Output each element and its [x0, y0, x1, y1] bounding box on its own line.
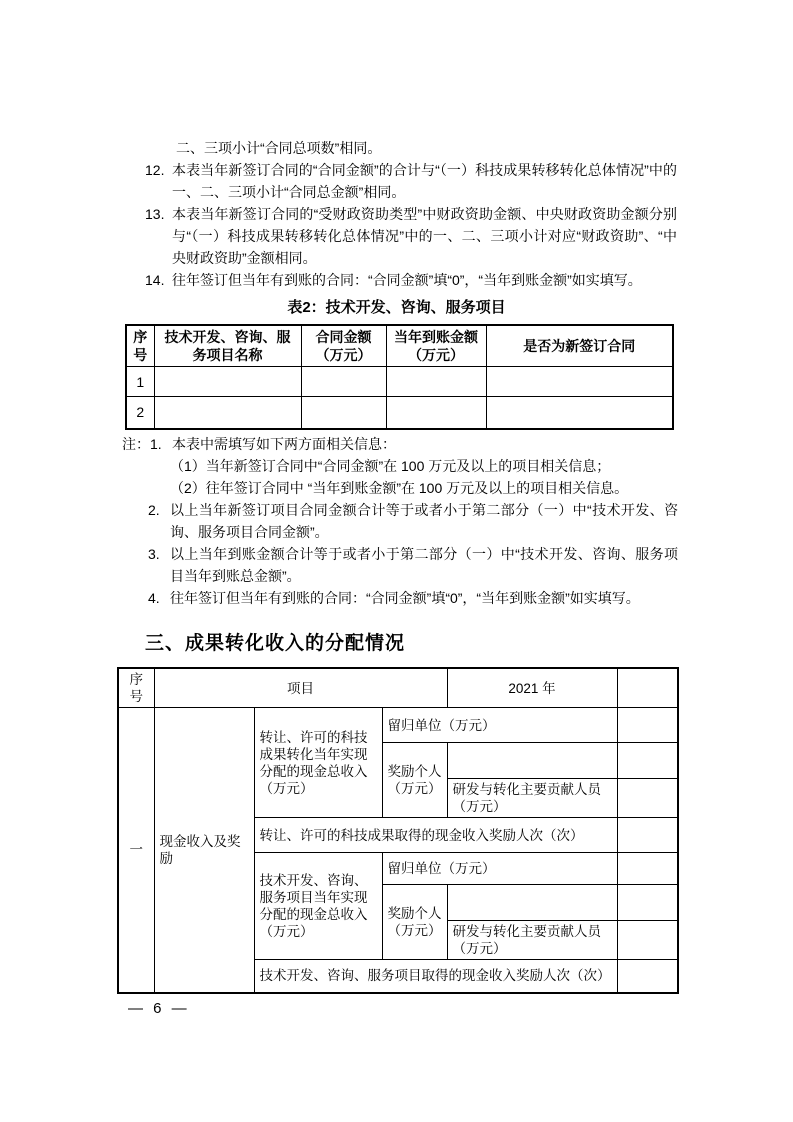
note-text: 往年签订但当年有到账的合同：“合同金额”填“0”，“当年到账金额”如实填写。	[172, 272, 642, 288]
note-text: 以上当年到账金额合计等于或者小于第二部分（一）中“技术开发、咨询、服务项目当年到账总金额”。	[170, 546, 678, 584]
table2-note-4	[148, 587, 678, 609]
section3-header-year: 2021 年	[447, 668, 617, 708]
table2-header-row	[126, 325, 673, 367]
section3-group-seq: 一	[118, 708, 154, 993]
table2-notes	[122, 433, 678, 609]
value-cell-transfer-reward-count	[617, 818, 678, 853]
note-text: 往年签订但当年有到账的合同：“合同金额”填“0”，“当年到账金额”如实填写。	[170, 590, 640, 606]
table2-title: 表2：技术开发、咨询、服务项目	[287, 299, 506, 316]
table2-header-received-amount: 当年到账金额（万元）	[386, 325, 486, 367]
note-number: 3.	[148, 546, 160, 562]
section3-header-seq: 序号	[118, 668, 154, 708]
cell-transfer-retained: 留归单位（万元）	[382, 708, 617, 743]
top-notes-list	[145, 137, 677, 291]
page-number: — 6 —	[128, 1000, 187, 1017]
note-item-12	[145, 159, 677, 203]
table2-header-is-new: 是否为新签订合同	[486, 325, 673, 367]
table2-row	[126, 397, 673, 429]
cell-transfer-rd-contributors: 研发与转化主要贡献人员（万元）	[447, 779, 617, 818]
cell-transfer-reward-count: 转让、许可的科技成果取得的现金收入奖励人次（次）	[254, 818, 617, 853]
table2-cell-is-new	[486, 367, 673, 397]
value-cell-transfer-retained	[617, 708, 678, 743]
note-number: 13.	[145, 206, 165, 222]
table2-cell-seq: 1	[126, 367, 154, 397]
cell-service-reward-individual-blank	[447, 885, 617, 921]
table2-cell-name	[154, 367, 301, 397]
table2-cell-seq: 2	[126, 397, 154, 429]
value-cell-transfer-rd-contributors	[617, 779, 678, 818]
value-cell-service-rd-contributors	[617, 921, 678, 960]
section3-header-item: 项目	[154, 668, 447, 708]
value-cell-transfer-reward-individual	[617, 743, 678, 779]
table2-note-2	[148, 499, 678, 543]
table2-cell-received	[386, 397, 486, 429]
table2-header-project-name: 技术开发、咨询、服务项目名称	[154, 325, 301, 367]
note-text: 本表中需填写如下两方面相关信息：	[172, 436, 396, 452]
cell-transfer-total: 转让、许可的科技成果转化当年实现分配的现金总收入（万元）	[254, 708, 382, 818]
note-item-13	[145, 203, 677, 269]
note-number: 4.	[148, 590, 160, 606]
note-continuation: 二、三项小计“合同总项数”相同。	[176, 140, 382, 156]
table2-cell-amount	[301, 397, 386, 429]
table2	[125, 324, 674, 430]
cell-transfer-reward-individual-blank	[447, 743, 617, 779]
table2-row	[126, 367, 673, 397]
table2-header-contract-amount: 合同金额（万元）	[301, 325, 386, 367]
note-number: 12.	[145, 162, 165, 178]
section3-group-category: 现金收入及奖励	[154, 708, 254, 993]
cell-service-reward-count: 技术开发、咨询、服务项目取得的现金收入奖励人次（次）	[254, 960, 617, 993]
note-text: 本表当年新签订合同的“受财政资助类型”中财政资助金额、中央财政资助金额分别与“（一）科技成果转移转化总体情况”中的一、二、三项小计对应“财政资助”、“中央财政资助”金额相同。	[172, 206, 677, 266]
section3-table	[117, 667, 679, 994]
section3-heading: 三、成果转化收入的分配情况	[145, 633, 406, 654]
table2-cell-name	[154, 397, 301, 429]
note-number: 2.	[148, 502, 160, 518]
cell-service-reward-individual: 奖励个人（万元）	[382, 885, 447, 960]
cell-service-retained: 留归单位（万元）	[382, 853, 617, 885]
note-number: 14.	[145, 272, 165, 288]
value-cell-service-reward-count	[617, 960, 678, 993]
table2-note-3	[148, 543, 678, 587]
table2-cell-is-new	[486, 397, 673, 429]
table2-note-1-sub-2: （2）往年签订合同中 “当年到账金额”在 100 万元及以上的项目相关信息。	[170, 480, 629, 496]
table2-cell-amount	[301, 367, 386, 397]
note-text: 本表当年新签订合同的“合同金额”的合计与“（一）科技成果转移转化总体情况”中的一、二、三项小计“合同总金额”相同。	[172, 162, 677, 200]
note-number: 1.	[150, 436, 162, 452]
section3-header-row	[118, 668, 678, 708]
value-cell-service-retained	[617, 853, 678, 885]
cell-service-total: 技术开发、咨询、服务项目当年实现分配的现金总收入（万元）	[254, 853, 382, 960]
table2-header-seq: 序号	[126, 325, 154, 367]
note-item-14	[145, 269, 677, 291]
value-cell-service-reward-individual	[617, 885, 678, 921]
cell-service-rd-contributors: 研发与转化主要贡献人员（万元）	[447, 921, 617, 960]
table2-note-1	[122, 433, 678, 455]
notes-label: 注：	[122, 436, 150, 452]
cell-transfer-reward-individual: 奖励个人（万元）	[382, 743, 447, 818]
table-row	[118, 708, 678, 743]
table2-cell-received	[386, 367, 486, 397]
table2-note-1-sub-1: （1）当年新签订合同中“合同金额”在 100 万元及以上的项目相关信息；	[170, 458, 611, 474]
note-text: 以上当年新签订项目合同金额合计等于或者小于第二部分（一）中“技术开发、咨询、服务项目合同金额”。	[170, 502, 678, 540]
